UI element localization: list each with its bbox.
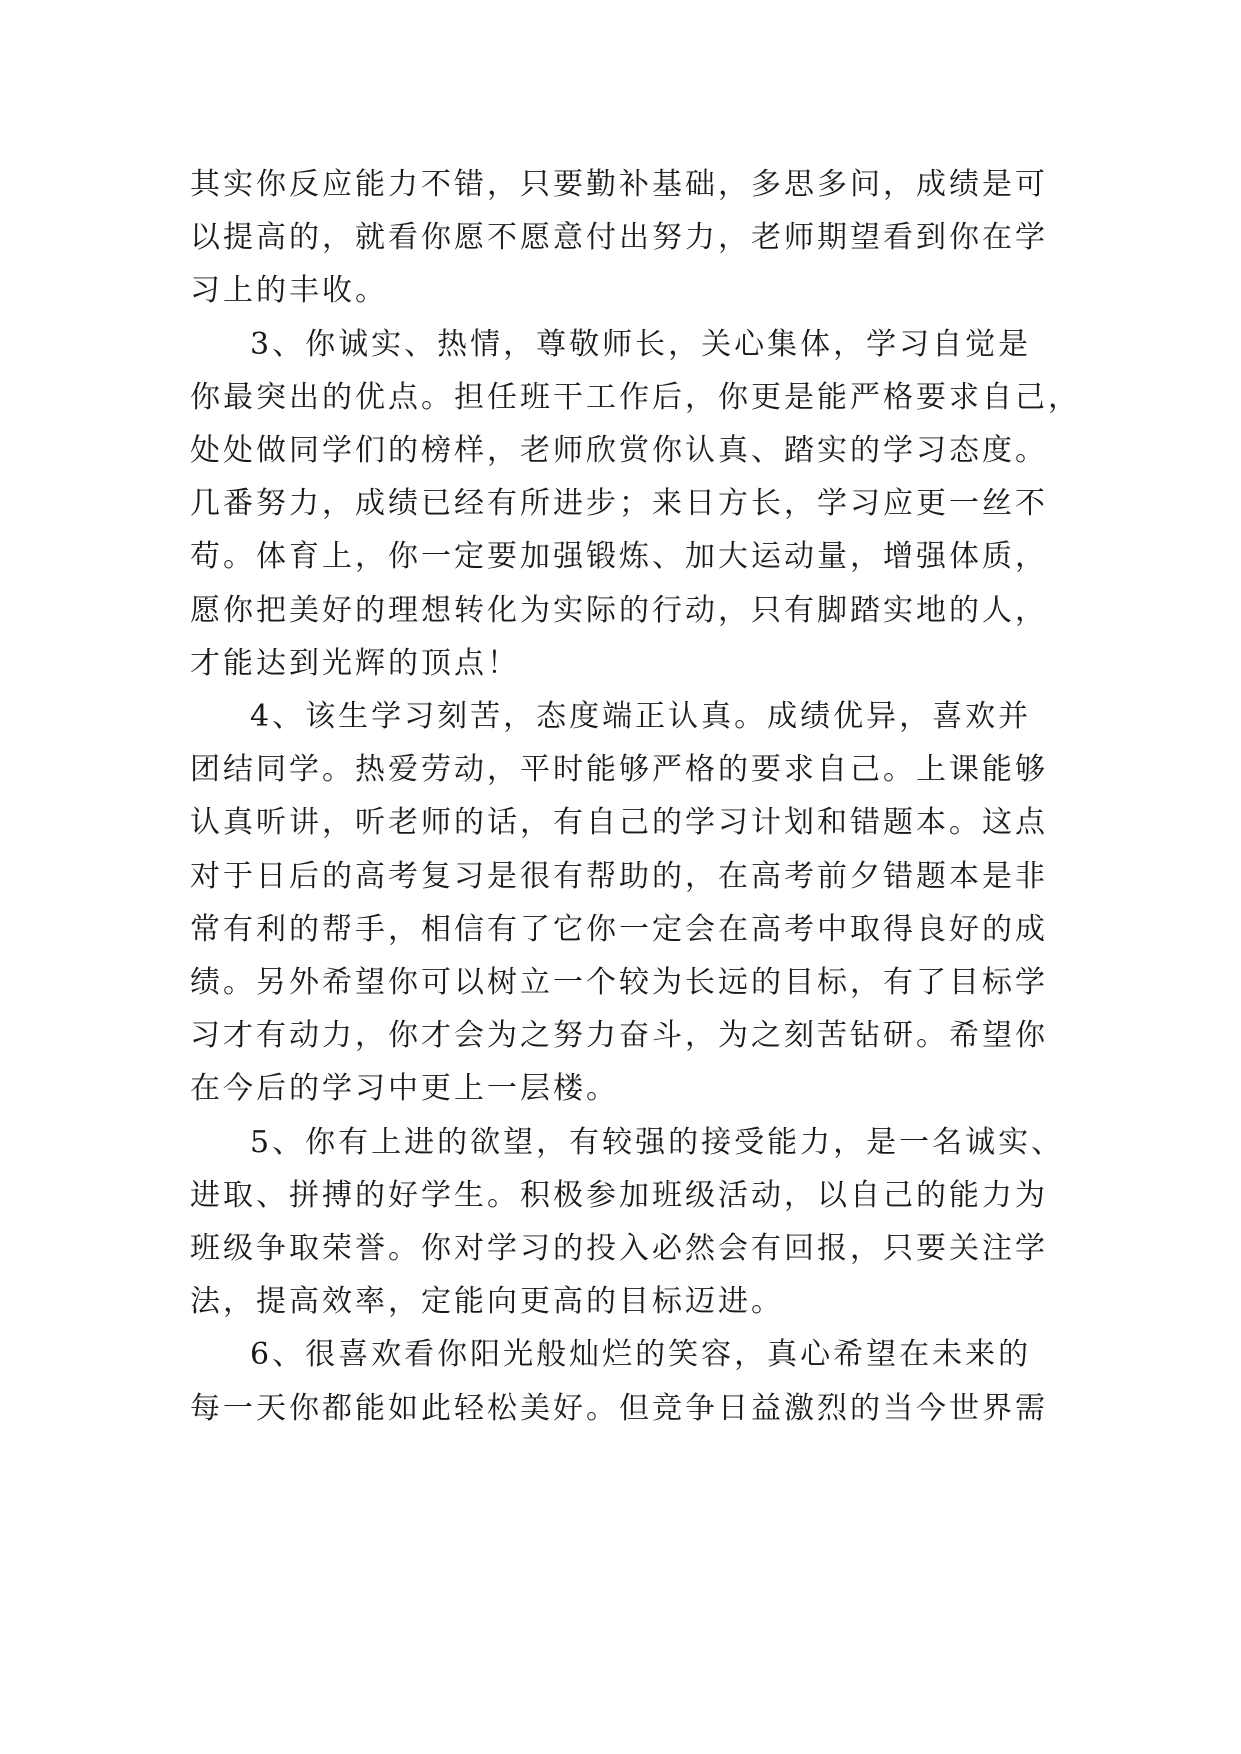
text-line: 其实你反应能力不错，只要勤补基础，多思多问，成绩是可	[190, 167, 1048, 202]
text-line: 团结同学。热爱劳动，平时能够严格的要求自己。上课能够	[190, 752, 1048, 788]
text-line: 习上的丰收。	[190, 273, 388, 309]
paragraph-4-start: 4、该生学习刻苦，态度端正认真。成绩优异，喜欢并	[250, 699, 1032, 735]
text-line: 进取、拼搏的好学生。积极参加班级活动，以自己的能力为	[190, 1177, 1048, 1213]
text-line: 愿你把美好的理想转化为实际的行动，只有脚踏实地的人，	[190, 592, 1048, 628]
text-line: 你最突出的优点。担任班干工作后，你更是能严格要求自己，	[190, 379, 1081, 415]
text-line: 认真听讲，听老师的话，有自己的学习计划和错题本。这点	[190, 805, 1048, 841]
text-line: 对于日后的高考复习是很有帮助的，在高考前夕错题本是非	[190, 858, 1048, 894]
text-line: 常有利的帮手，相信有了它你一定会在高考中取得良好的成	[190, 911, 1048, 947]
text-line: 习才有动力，你才会为之努力奋斗，为之刻苦钻研。希望你	[190, 1018, 1048, 1054]
text-line: 班级争取荣誉。你对学习的投入必然会有回报，只要关注学	[190, 1231, 1048, 1267]
document-body	[190, 158, 1081, 1435]
text-line: 苟。体育上，你一定要加强锻炼、加大运动量，增强体质，	[190, 539, 1048, 575]
text-line: 处处做同学们的榜样，老师欣赏你认真、踏实的学习态度。	[190, 433, 1048, 469]
text-line: 几番努力，成绩已经有所进步；来日方长，学习应更一丝不	[190, 486, 1048, 522]
paragraph-5-start: 5、你有上进的欲望，有较强的接受能力，是一名诚实、	[250, 1124, 1065, 1160]
text-line: 以提高的，就看你愿不愿意付出努力，老师期望看到你在学	[190, 220, 1048, 256]
text-line: 才能达到光辉的顶点！	[190, 645, 520, 681]
paragraph-6-start: 6、很喜欢看你阳光般灿烂的笑容，真心希望在未来的	[250, 1337, 1032, 1373]
text-line: 在今后的学习中更上一层楼。	[190, 1071, 619, 1107]
paragraph-3-start: 3、你诚实、热情，尊敬师长，关心集体，学习自觉是	[250, 326, 1032, 362]
text-line: 绩。另外希望你可以树立一个较为长远的目标，有了目标学	[190, 965, 1048, 1001]
text-line: 法，提高效率，定能向更高的目标迈进。	[190, 1284, 784, 1320]
text-line: 每一天你都能如此轻松美好。但竞争日益激烈的当今世界需	[190, 1390, 1048, 1426]
